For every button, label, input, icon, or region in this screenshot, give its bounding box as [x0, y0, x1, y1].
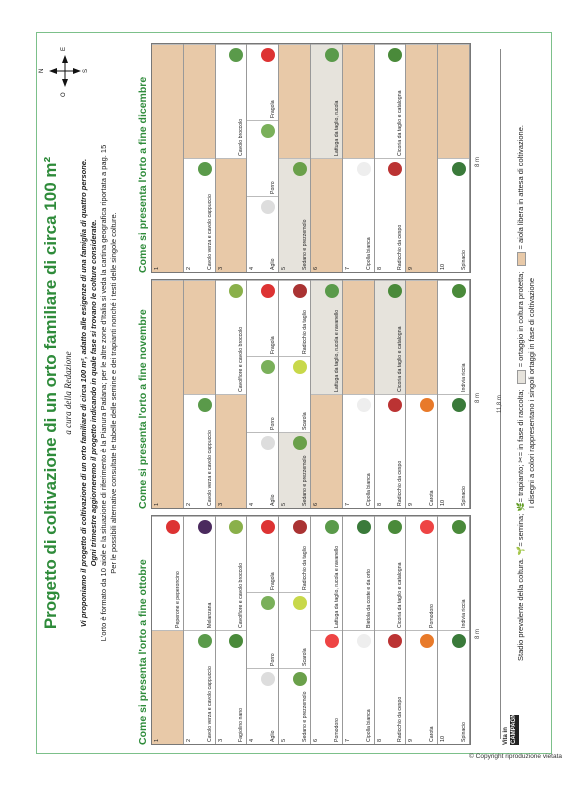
plant-illustration-icon: [357, 520, 371, 534]
bed-cell: [406, 44, 437, 272]
bed-cell: [247, 592, 278, 668]
crop-label: Cavolo verza e cavolo cappuccio: [206, 194, 213, 270]
plant-illustration-icon: [325, 520, 339, 534]
bed-number: 1: [154, 738, 160, 742]
bed-row: [375, 516, 407, 744]
logo-line-1: Vita in: [503, 727, 509, 745]
bed-cell: [247, 44, 278, 120]
bed-number: 3: [217, 738, 224, 742]
bed-row: [216, 516, 248, 744]
crop-label: Spinacio: [460, 250, 467, 270]
plant-illustration-icon: [166, 520, 180, 534]
plant-illustration-icon: [198, 634, 212, 648]
compass-n: N: [39, 68, 45, 73]
crop-label: Fragola: [270, 336, 277, 354]
bed-cell: [311, 158, 342, 272]
plant-illustration-icon: [325, 284, 339, 298]
bed-cell: [375, 630, 406, 744]
bed-number: 4: [249, 738, 256, 742]
crop-label: Cicoria da taglio e catalogna: [397, 562, 404, 628]
crop-label: Cavolfiore e cavolo broccolo: [238, 326, 245, 392]
plant-illustration-icon: [293, 520, 307, 534]
crop-label: Fragola: [270, 572, 277, 590]
bed-cell: [279, 44, 310, 158]
bed-number: 7: [344, 738, 351, 742]
crop-label: Bietola da coste e da orto: [365, 569, 372, 628]
bed-row: [279, 280, 311, 508]
bed-cell: [184, 158, 215, 272]
bed-number: 9: [408, 738, 415, 742]
bed-number: 8: [376, 266, 383, 270]
plant-illustration-icon: [357, 634, 371, 648]
bed-cell: [311, 394, 342, 508]
bed-cell: [279, 592, 310, 668]
crop-label: Cavolo broccolo: [238, 118, 245, 156]
bed-cell: [216, 630, 247, 744]
bed-cell: [375, 516, 406, 630]
byline: a cura della Redazione: [63, 351, 73, 435]
bed-cell: [216, 158, 247, 272]
legend-intro: Stadio prevalente della coltura.: [516, 558, 525, 661]
copyright-notice: © Copyright riproduzione vietata: [469, 753, 562, 760]
logo-line-2: CAMPAGNA: [511, 709, 517, 744]
bed-cell: [279, 280, 310, 356]
crop-label: Cicoria da taglio e catalogna: [397, 90, 404, 156]
bed-row: [216, 280, 248, 508]
bed-cell: [247, 356, 278, 432]
crop-label: Pomodoro: [429, 604, 436, 628]
bed-cell: [311, 280, 342, 394]
plant-illustration-icon: [325, 48, 339, 62]
crop-label: Cavolo verza e cavolo cappuccio: [206, 430, 213, 506]
plant-illustration-icon: [357, 398, 371, 412]
compass-e: E: [61, 46, 67, 51]
bed-number: 9: [408, 502, 415, 506]
bed-row: [438, 280, 470, 508]
page-title: Progetto di coltivazione di un orto familiare di circa 100 m²: [41, 156, 60, 630]
plant-illustration-icon: [293, 284, 307, 298]
bed-cell: [247, 516, 278, 592]
bed-number: 8: [376, 738, 383, 742]
crop-label: Carota: [429, 490, 436, 506]
compass-o: O: [61, 92, 67, 97]
bed-cell: [279, 516, 310, 592]
legend-aiola: = aiola libera in attesa di coltivazione.: [516, 125, 525, 250]
panel-title: Come si presenta l'orto a fine ottobre: [137, 559, 149, 745]
legend-line-2: I disegni a colori rappresentano i singoli ortaggi in fase di coltivazione: [527, 277, 536, 509]
bed-cell: [279, 356, 310, 432]
bed-cell: [438, 280, 469, 394]
total-measure-line: [500, 49, 501, 739]
crop-label: Sedano e prezzemolo: [301, 455, 308, 506]
crop-label: Radicchio da taglio: [301, 546, 308, 590]
bed-cell: [438, 44, 469, 158]
bed-cell: [279, 432, 310, 508]
bed-cell: [375, 44, 406, 158]
bed-cell: [375, 280, 406, 394]
plant-illustration-icon: [452, 634, 466, 648]
intro-line-1: Vi proponiamo il progetto di coltivazione di un orto familiare di circa 100 m², adatto alle esigenze di una famiglia di quattro persone.: [79, 158, 88, 628]
legend-line-1: [515, 43, 526, 743]
bed-number: 10: [440, 499, 447, 506]
bed-cell: [343, 44, 374, 158]
bed-number: 5: [281, 502, 288, 506]
bed-row: [184, 44, 216, 272]
crop-label: Sedano e prezzemolo: [301, 219, 308, 270]
plant-illustration-icon: [452, 284, 466, 298]
intro-line-2: Ogni trimestre aggiorneremo il progetto indicando in quale fase si trovano le colture considerate.: [89, 219, 98, 567]
bed-cell: [184, 630, 215, 744]
crop-label: Scarola: [301, 648, 308, 666]
bed-number: 1: [154, 266, 160, 270]
crop-label: Radicchio da taglio: [301, 310, 308, 354]
legend-protetta: = ortaggio in coltura protetta;: [516, 271, 525, 368]
panel-width-measure: 8 m: [475, 156, 481, 167]
crop-label: Porro: [270, 417, 277, 430]
bed-row: [343, 280, 375, 508]
bed-row: [216, 44, 248, 272]
bed-cell: [343, 516, 374, 630]
crop-label: Cipolla bianca: [365, 473, 372, 506]
bed-cell: [184, 44, 215, 158]
bed-number: 3: [217, 266, 224, 270]
panel-title: Come si presenta l'orto a fine dicembre: [137, 76, 149, 273]
plant-illustration-icon: [357, 162, 371, 176]
panel-2: [135, 281, 495, 509]
bed-row: [279, 516, 311, 744]
plant-illustration-icon: [198, 520, 212, 534]
crop-label: Radicchio da cespo: [397, 460, 404, 506]
bed-cell: [406, 394, 437, 508]
crop-label: Fagiolino nano: [238, 707, 245, 742]
bed-cell: [311, 516, 342, 630]
plant-illustration-icon: [293, 162, 307, 176]
bed-cell: [216, 394, 247, 508]
panel-width-measure: 8 m: [475, 392, 481, 403]
compass-rose: [39, 46, 89, 97]
bed-cell: [343, 158, 374, 272]
plant-illustration-icon: [452, 398, 466, 412]
bed-number: 6: [313, 738, 319, 742]
bed-row: [343, 44, 375, 272]
bed-number: 7: [344, 266, 351, 270]
plant-illustration-icon: [293, 672, 307, 686]
intro-text: [79, 43, 119, 743]
bed-cell: [343, 630, 374, 744]
bed-number: 2: [185, 738, 192, 742]
bed-number: 6: [313, 502, 319, 506]
bed-number: 6: [313, 266, 319, 270]
crop-label: Scarola: [301, 412, 308, 430]
poster-sheet: [36, 32, 552, 754]
bed-number: 4: [249, 266, 256, 270]
bed-cell: [152, 630, 183, 744]
bed-number: 10: [440, 735, 447, 742]
bed-cell: [375, 158, 406, 272]
bed-cell: [216, 516, 247, 630]
bed-number: 5: [281, 266, 288, 270]
intro-line-4: Per le possibili alternative consultate le tabelle delle semine e dei trapianti nonché i testi delle singole colture.: [109, 212, 118, 574]
bed-row: [406, 280, 438, 508]
bed-number: 5: [281, 738, 288, 742]
seed-icon: 🌱: [516, 546, 525, 556]
crop-label: Porro: [270, 181, 277, 194]
bed-cell: [247, 280, 278, 356]
bed-cell: [247, 432, 278, 508]
plant-illustration-icon: [198, 162, 212, 176]
bed-row: [375, 280, 407, 508]
bed-number: 3: [217, 502, 224, 506]
legend-semina: = semina;: [516, 513, 525, 547]
crop-label: Porro: [270, 653, 277, 666]
crop-label: Pomodoro: [333, 718, 340, 742]
bed-row: [343, 516, 375, 744]
bed-cell: [247, 668, 278, 744]
garden-grid: [151, 279, 471, 509]
harvest-icon: ✂: [516, 456, 525, 463]
bed-cell: [279, 668, 310, 744]
bed-number: 2: [185, 502, 192, 506]
bed-number: 7: [344, 502, 351, 506]
crop-label: Carota: [429, 726, 436, 742]
protected-swatch: [517, 370, 526, 384]
intro-line-3: L'orto è formato da 10 aiole e la situazione di riferimento è la Pianura Padana; per le altre zone d'Italia si veda la cartina geografica riportata a pag. 15: [99, 144, 108, 642]
bed-row: [152, 516, 184, 744]
compass-s: S: [83, 68, 89, 73]
crop-label: Aglio: [270, 730, 277, 742]
crop-label: Radicchio da cespo: [397, 224, 404, 270]
panel-width-measure: 8 m: [475, 628, 481, 639]
plant-illustration-icon: [293, 436, 307, 450]
bed-row: [247, 516, 279, 744]
crop-label: Fragola: [270, 100, 277, 118]
panel-3: [135, 45, 495, 273]
crop-label: Cicoria da taglio e catalogna: [397, 326, 404, 392]
crop-label: Indivia riccia: [460, 363, 467, 392]
total-measure: 11,8 m: [497, 395, 503, 413]
plant-illustration-icon: [293, 360, 307, 374]
bed-row: [406, 44, 438, 272]
crop-label: Peperone e peperoncino: [174, 571, 181, 628]
bed-cell: [438, 630, 469, 744]
bed-row: [311, 44, 343, 272]
bed-row: [184, 516, 216, 744]
plant-illustration-icon: [293, 596, 307, 610]
bed-number: 2: [185, 266, 192, 270]
free-bed-swatch: [517, 252, 526, 266]
crop-label: Cavolo verza e cavolo cappuccio: [206, 666, 213, 742]
legend-trapianto: = trapianto;: [516, 464, 525, 503]
bed-row: [152, 44, 184, 272]
bed-row: [311, 280, 343, 508]
plant-illustration-icon: [198, 398, 212, 412]
crop-label: Spinacio: [460, 722, 467, 742]
bed-cell: [216, 280, 247, 394]
compass-icon: [45, 51, 85, 91]
bed-cell: [184, 280, 215, 394]
bed-row: [247, 44, 279, 272]
bed-cell: [438, 394, 469, 508]
crop-label: Cipolla bianca: [365, 709, 372, 742]
bed-row: [279, 44, 311, 272]
bed-cell: [343, 280, 374, 394]
bed-cell: [311, 630, 342, 744]
bed-cell: [438, 158, 469, 272]
bed-row: [438, 516, 470, 744]
bed-row: [438, 44, 470, 272]
bed-cell: [279, 158, 310, 272]
bed-number: 8: [376, 502, 383, 506]
crop-label: Spinacio: [460, 486, 467, 506]
crop-label: Radicchio da cespo: [397, 696, 404, 742]
crop-label: Sedano e prezzemolo: [301, 691, 308, 742]
bed-cell: [152, 44, 183, 272]
bed-cell: [184, 394, 215, 508]
bed-row: [406, 516, 438, 744]
bed-number: 9: [408, 266, 415, 270]
bed-cell: [343, 394, 374, 508]
bed-cell: [247, 196, 278, 272]
crop-label: Lattuga da taglio, rucola: [333, 100, 340, 156]
plant-illustration-icon: [452, 162, 466, 176]
bed-row: [247, 280, 279, 508]
bed-cell: [406, 280, 437, 394]
garden-grid: [151, 515, 471, 745]
crop-label: Melanzana: [206, 602, 213, 628]
crop-label: Aglio: [270, 258, 277, 270]
crop-label: Lattuga da taglio, rucola e ravanello: [333, 545, 340, 628]
bed-cell: [406, 516, 437, 630]
bed-cell: [375, 394, 406, 508]
bed-cell: [247, 120, 278, 196]
bed-number: 10: [440, 263, 447, 270]
bed-row: [375, 44, 407, 272]
bed-row: [311, 516, 343, 744]
bed-row: [184, 280, 216, 508]
bed-number: 4: [249, 502, 256, 506]
rotated-content: [37, 33, 551, 753]
panel-title: Come si presenta l'orto a fine novembre: [137, 309, 149, 509]
crop-label: Lattuga da taglio, rucola e ravanello: [333, 309, 340, 392]
garden-grid: [151, 43, 471, 273]
crop-label: Cavolfiore e cavolo broccolo: [238, 562, 245, 628]
panel-1: [135, 517, 495, 745]
bed-cell: [406, 630, 437, 744]
legend-raccolta: = in fase di raccolta;: [516, 389, 525, 457]
bed-number: 1: [154, 502, 160, 506]
bed-cell: [438, 516, 469, 630]
bed-cell: [152, 280, 183, 508]
bed-cell: [311, 44, 342, 158]
transplant-icon: 🌿: [516, 502, 525, 512]
crop-label: Cipolla bianca: [365, 237, 372, 270]
crop-label: Aglio: [270, 494, 277, 506]
bed-cell: [216, 44, 247, 158]
crop-label: Indivia riccia: [460, 599, 467, 628]
bed-cell: [184, 516, 215, 630]
plant-illustration-icon: [325, 634, 339, 648]
bed-cell: [152, 516, 183, 630]
legend: [515, 43, 537, 743]
bed-row: [152, 280, 184, 508]
plant-illustration-icon: [452, 520, 466, 534]
